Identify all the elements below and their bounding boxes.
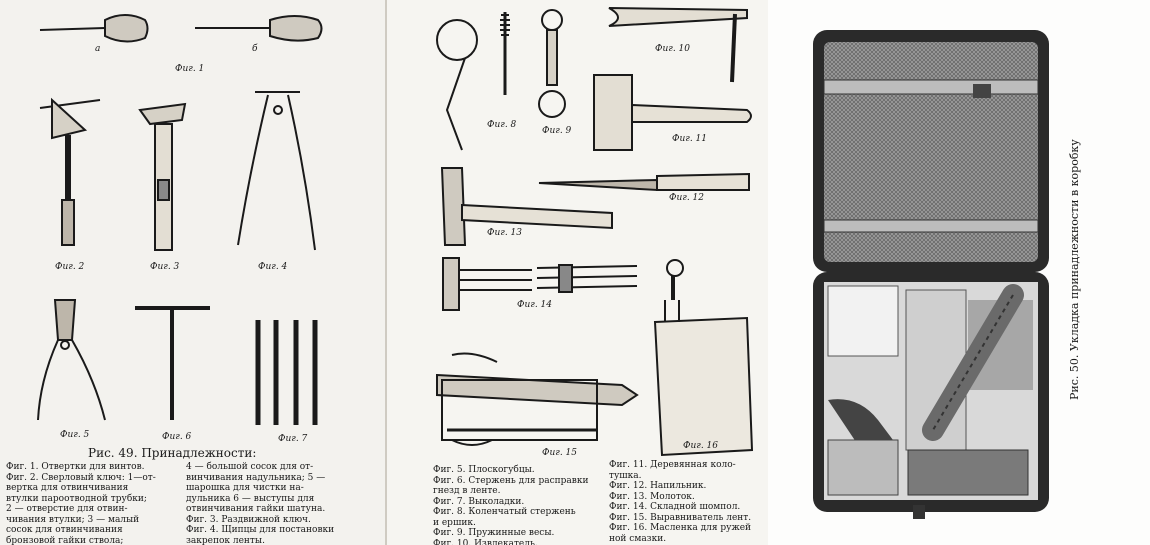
caption-line: 2 — отверстие для отвин- [6, 504, 128, 514]
fig-label-14: Фиг. 14 [517, 300, 552, 310]
fig-label-16: Фиг. 16 [683, 441, 718, 451]
box-lid [813, 30, 1049, 272]
caption-line: Фиг. 3. Раздвижной ключ. [186, 514, 311, 525]
caption-line: отвинчивания гайки шатуна. [186, 504, 326, 514]
fig-label-7: Фиг. 7 [278, 434, 308, 444]
caption-line: Фиг. 12. Напильник. [609, 481, 707, 491]
fig-label-6: Фиг. 6 [162, 432, 192, 442]
fig-label-10: Фиг. 10 [655, 44, 690, 54]
figure-49-title: Рис. 49. Принадлежности: [88, 446, 257, 460]
caption-line: шарошка для чистки на- [186, 483, 304, 493]
caption-line: чивания втулки; 3 — малый [6, 514, 140, 525]
belt-straightener-drawing [437, 354, 637, 445]
oil-can-drawing [655, 260, 752, 455]
clip-pliers-drawing [238, 92, 315, 250]
caption-line: втулки пароотводной трубки; [6, 493, 147, 504]
fig-label-2: Фиг. 2 [55, 262, 85, 272]
caption-line: Фиг. 6. Стержень для расправки [433, 475, 589, 486]
adjustable-wrench-drawing [140, 104, 185, 250]
caption-line: вертка для отвинчивания [6, 483, 129, 493]
fig-label-12: Фиг. 12 [669, 193, 704, 203]
left-caption-col1 [6, 462, 186, 545]
screwdriver-a-drawing [40, 15, 148, 42]
hammer-drawing [442, 168, 612, 245]
fig-label-a: а [95, 44, 101, 54]
fig-label-9: Фиг. 9 [542, 126, 572, 136]
fig-label-5: Фиг. 5 [60, 430, 90, 440]
caption-line: Фиг. 7. Выколадки. [433, 496, 525, 507]
fig-label-1: Фиг. 1 [175, 64, 205, 74]
screwdriver-b-drawing [195, 16, 322, 41]
caption-line: Фиг. 10. Извлекатель. [433, 538, 538, 545]
caption-line: тушка. [609, 470, 642, 481]
middle-page [385, 0, 770, 545]
caption-line: Фиг. 16. Масленка для ружей [609, 523, 752, 533]
caption-line: Фиг. 11. Деревянная коло- [609, 460, 736, 470]
caption-line: Фиг. 4. Щипцы для постановки [186, 525, 335, 535]
flat-pliers-drawing [38, 300, 105, 420]
caption-line: дульника 6 — выступы для [186, 493, 315, 504]
figure-50-title: Рис. 50. Укладка принадлежности в коробку [1068, 139, 1081, 400]
spring-scale-drawing [539, 10, 565, 117]
accessory-box-photo [768, 0, 1150, 545]
caption-line: гнезд в ленте. [433, 486, 501, 496]
caption-line: Фиг. 15. Выравниватель лент. [609, 512, 752, 523]
t-rod-drawing [135, 308, 210, 420]
left-page [0, 0, 385, 545]
caption-line: бронзовой гайки ствола; [6, 535, 124, 545]
caption-line: Фиг. 14. Складной шомпол. [609, 502, 741, 512]
caption-line: 4 — большой сосок для от- [186, 462, 314, 472]
caption-line: Фиг. 13. Молоток. [609, 491, 695, 502]
caption-line: винчивания надульника; 5 — [186, 472, 326, 483]
caption-line: и ершик. [433, 517, 476, 528]
caption-line: Фиг. 5. Плоскогубцы. [433, 465, 535, 475]
fig-label-4: Фиг. 4 [258, 262, 288, 272]
fig-label-3: Фиг. 3 [150, 262, 180, 272]
right-page [768, 0, 1150, 545]
caption-line: Фиг. 2. Сверловый ключ: 1—от- [6, 472, 156, 483]
fig-label-11: Фиг. 11 [672, 134, 707, 144]
punches-drawing [258, 320, 315, 425]
fig-label-8: Фиг. 8 [487, 120, 517, 130]
caption-line: Фиг. 9. Пружинные весы. [433, 528, 555, 538]
fig-label-15: Фиг. 15 [542, 448, 577, 458]
caption-line: ной смазки. [609, 533, 667, 544]
drill-key-drawing [40, 100, 100, 245]
middle-caption-col2 [609, 460, 769, 544]
caption-line: Фиг. 8. Коленчатый стержень [433, 507, 576, 517]
caption-line: Фиг. 1. Отвертки для винтов. [6, 462, 145, 472]
caption-line: закрепок ленты. [186, 535, 265, 545]
caption-line: сосок для отвинчивания [6, 525, 123, 535]
left-caption-col2 [186, 462, 382, 545]
middle-caption-col1 [433, 465, 603, 545]
box-base [813, 272, 1049, 519]
fig-label-13: Фиг. 13 [487, 228, 522, 238]
file-drawing [539, 174, 749, 190]
fig-label-b: б [252, 44, 258, 54]
